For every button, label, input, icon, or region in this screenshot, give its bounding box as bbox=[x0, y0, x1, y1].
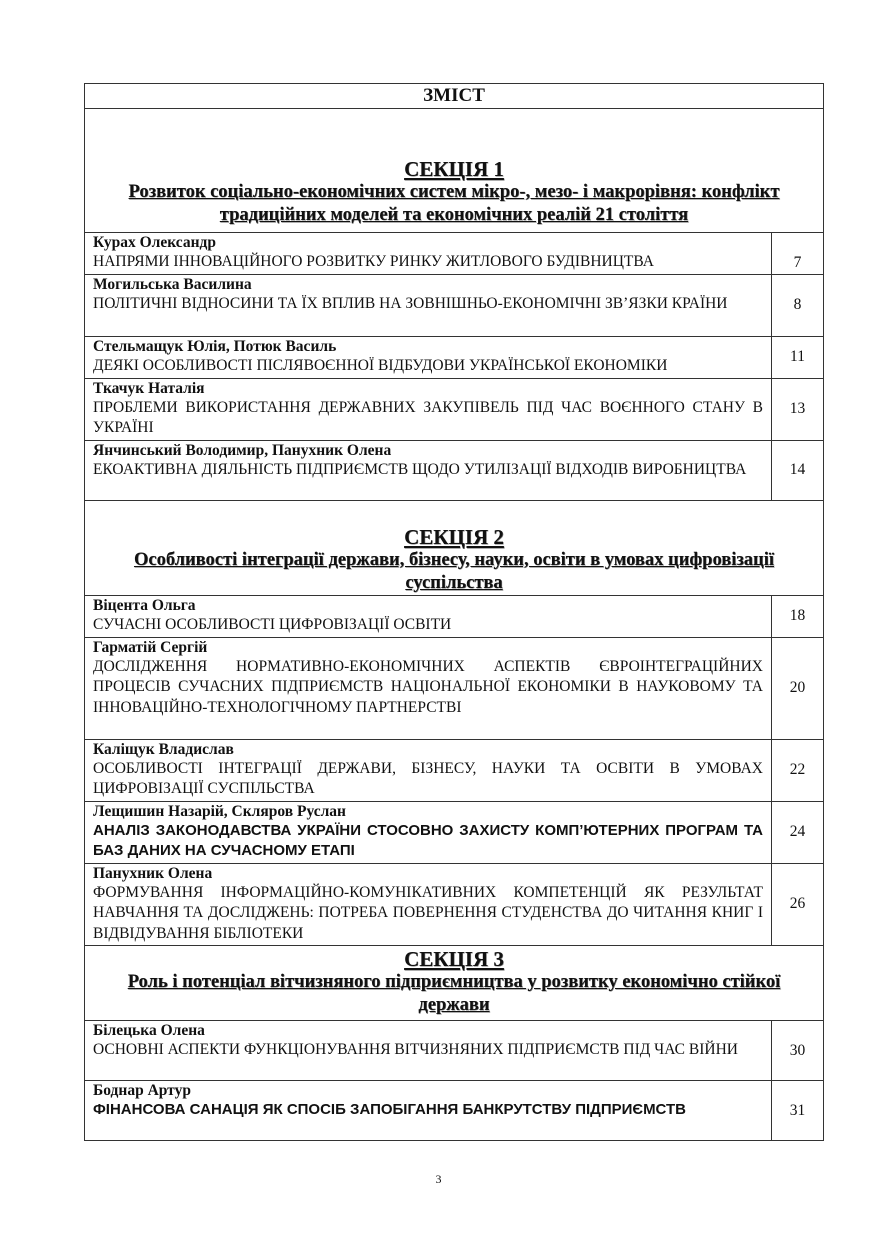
toc-entry bbox=[85, 274, 824, 336]
toc-entry bbox=[85, 378, 824, 440]
toc-table bbox=[84, 83, 824, 1141]
entry-page: 22 bbox=[772, 739, 824, 801]
entry-author: Гарматій Сергій bbox=[93, 638, 208, 656]
entry-author: Янчинський Володимир, Панухник Олена bbox=[93, 441, 392, 459]
entry-author: Стельмащук Юлія, Потюк Василь bbox=[93, 337, 337, 355]
toc-entry bbox=[85, 233, 824, 275]
toc-entry bbox=[85, 637, 824, 739]
toc-title: ЗМІСТ bbox=[85, 84, 824, 109]
entry-title: ФОРМУВАННЯ ІНФОРМАЦІЙНО-КОМУНІКАТИВНИХ КОМПЕТЕНЦІЙ ЯК РЕЗУЛЬТАТ НАВЧАННЯ ТА ДОСЛІДЖЕНЬ: ПОТРЕБА ПОВЕРНЕННЯ СТУДЕНСТВА ДО ЧИТАННЯ КНИГ І ВІДВІДУВАННЯ БІБЛІОТЕКИ bbox=[93, 883, 763, 942]
entry-author: Панухник Олена bbox=[93, 864, 213, 882]
entry-page: 31 bbox=[772, 1081, 824, 1141]
section-title: Роль і потенціал вітчизняного підприємництва у розвитку економічно стійкої держави bbox=[127, 972, 781, 1015]
entry-author: Каліщук Владислав bbox=[93, 740, 234, 758]
entry-page: 26 bbox=[772, 863, 824, 946]
section-number: СЕКЦІЯ 2 bbox=[404, 524, 504, 549]
section-2-header bbox=[85, 500, 824, 595]
entry-page: 24 bbox=[772, 801, 824, 863]
section-title: Розвиток соціально-економічних систем мікро-, мезо- і макрорівня: конфлікт традиційних моделей та економічних реалій 21 століття bbox=[128, 182, 780, 225]
entry-page: 7 bbox=[772, 233, 824, 275]
section-title: Особливості інтеграції держави, бізнесу, науки, освіти в умовах цифровізації суспільства bbox=[133, 549, 774, 593]
entry-page: 14 bbox=[772, 440, 824, 500]
entry-title: НАПРЯМИ ІННОВАЦІЙНОГО РОЗВИТКУ РИНКУ ЖИТЛОВОГО БУДІВНИЦТВА bbox=[93, 253, 654, 270]
section-3-header bbox=[85, 946, 824, 1021]
entry-title: ЕКОАКТИВНА ДІЯЛЬНІСТЬ ПІДПРИЄМСТВ ЩОДО УТИЛІЗАЦІЇ ВІДХОДІВ ВИРОБНИЦТВА bbox=[93, 460, 747, 478]
toc-entry bbox=[85, 739, 824, 801]
entry-title: ПРОБЛЕМИ ВИКОРИСТАННЯ ДЕРЖАВНИХ ЗАКУПІВЕЛЬ ПІД ЧАС ВОЄННОГО СТАНУ В УКРАЇНІ bbox=[93, 398, 763, 436]
entry-title: ДОСЛІДЖЕННЯ НОРМАТИВНО-ЕКОНОМІЧНИХ АСПЕКТІВ ЄВРОІНТЕГРАЦІЙНИХ ПРОЦЕСІВ СУЧАСНИХ ПІДПРИЄМСТВ НАЦІОНАЛЬНОЇ ЕКОНОМІКИ В НАУКОВОМУ ТА ІННОВАЦІЙНО-ТЕХНОЛОГІЧНОМУ ПАРТНЕРСТВІ bbox=[93, 657, 763, 716]
section-number: СЕКЦІЯ 3 bbox=[404, 947, 504, 971]
entry-author: Боднар Артур bbox=[93, 1082, 191, 1099]
entry-page: 30 bbox=[772, 1021, 824, 1081]
entry-title: ОСНОВНІ АСПЕКТИ ФУНКЦІОНУВАННЯ ВІТЧИЗНЯНИХ ПІДПРИЄМСТВ ПІД ЧАС ВІЙНИ bbox=[93, 1041, 738, 1058]
toc-entry bbox=[85, 1021, 824, 1081]
toc-entry bbox=[85, 1081, 824, 1141]
entry-title: ПОЛІТИЧНІ ВІДНОСИНИ ТА ЇХ ВПЛИВ НА ЗОВНІШНЬО-ЕКОНОМІЧНІ ЗВ’ЯЗКИ КРАЇНИ bbox=[93, 294, 728, 312]
entry-author: Білецька Олена bbox=[93, 1022, 205, 1039]
entry-title: АНАЛІЗ ЗАКОНОДАВСТВА УКРАЇНИ СТОСОВНО ЗАХИСТУ КОМП’ЮТЕРНИХ ПРОГРАМ ТА БАЗ ДАНИХ НА СУЧАСНОМУ ЕТАПІ bbox=[93, 821, 763, 859]
toc-entry bbox=[85, 336, 824, 378]
entry-title: СУЧАСНІ ОСОБЛИВОСТІ ЦИФРОВІЗАЦІЇ ОСВІТИ bbox=[93, 615, 452, 633]
section-1-header bbox=[85, 109, 824, 233]
entry-title: ДЕЯКІ ОСОБЛИВОСТІ ПІСЛЯВОЄННОЇ ВІДБУДОВИ УКРАЇНСЬКОЇ ЕКОНОМІКИ bbox=[93, 356, 668, 374]
toc-entry bbox=[85, 801, 824, 863]
section-number: СЕКЦІЯ 1 bbox=[404, 157, 504, 181]
entry-title: ОСОБЛИВОСТІ ІНТЕГРАЦІЇ ДЕРЖАВИ, БІЗНЕСУ, НАУКИ ТА ОСВІТИ В УМОВАХ ЦИФРОВІЗАЦІЇ СУСПІЛЬСТВА bbox=[93, 759, 763, 797]
entry-author: Лещишин Назарій, Скляров Руслан bbox=[93, 802, 346, 820]
toc-entry bbox=[85, 595, 824, 637]
toc-entry bbox=[85, 440, 824, 500]
entry-page: 11 bbox=[772, 336, 824, 378]
entry-page: 18 bbox=[772, 595, 824, 637]
page-number: 3 bbox=[435, 1172, 442, 1186]
entry-title: ФІНАНСОВА САНАЦІЯ ЯК СПОСІБ ЗАПОБІГАННЯ БАНКРУТСТВУ ПІДПРИЄМСТВ bbox=[93, 1101, 687, 1118]
entry-page: 20 bbox=[772, 637, 824, 739]
entry-author: Курах Олександр bbox=[93, 234, 216, 251]
entry-page: 13 bbox=[772, 378, 824, 440]
entry-author: Могильська Василина bbox=[93, 275, 252, 293]
entry-author: Віцента Ольга bbox=[93, 596, 196, 614]
entry-page: 8 bbox=[772, 274, 824, 336]
toc-entry bbox=[85, 863, 824, 946]
entry-author: Ткачук Наталія bbox=[93, 379, 205, 397]
